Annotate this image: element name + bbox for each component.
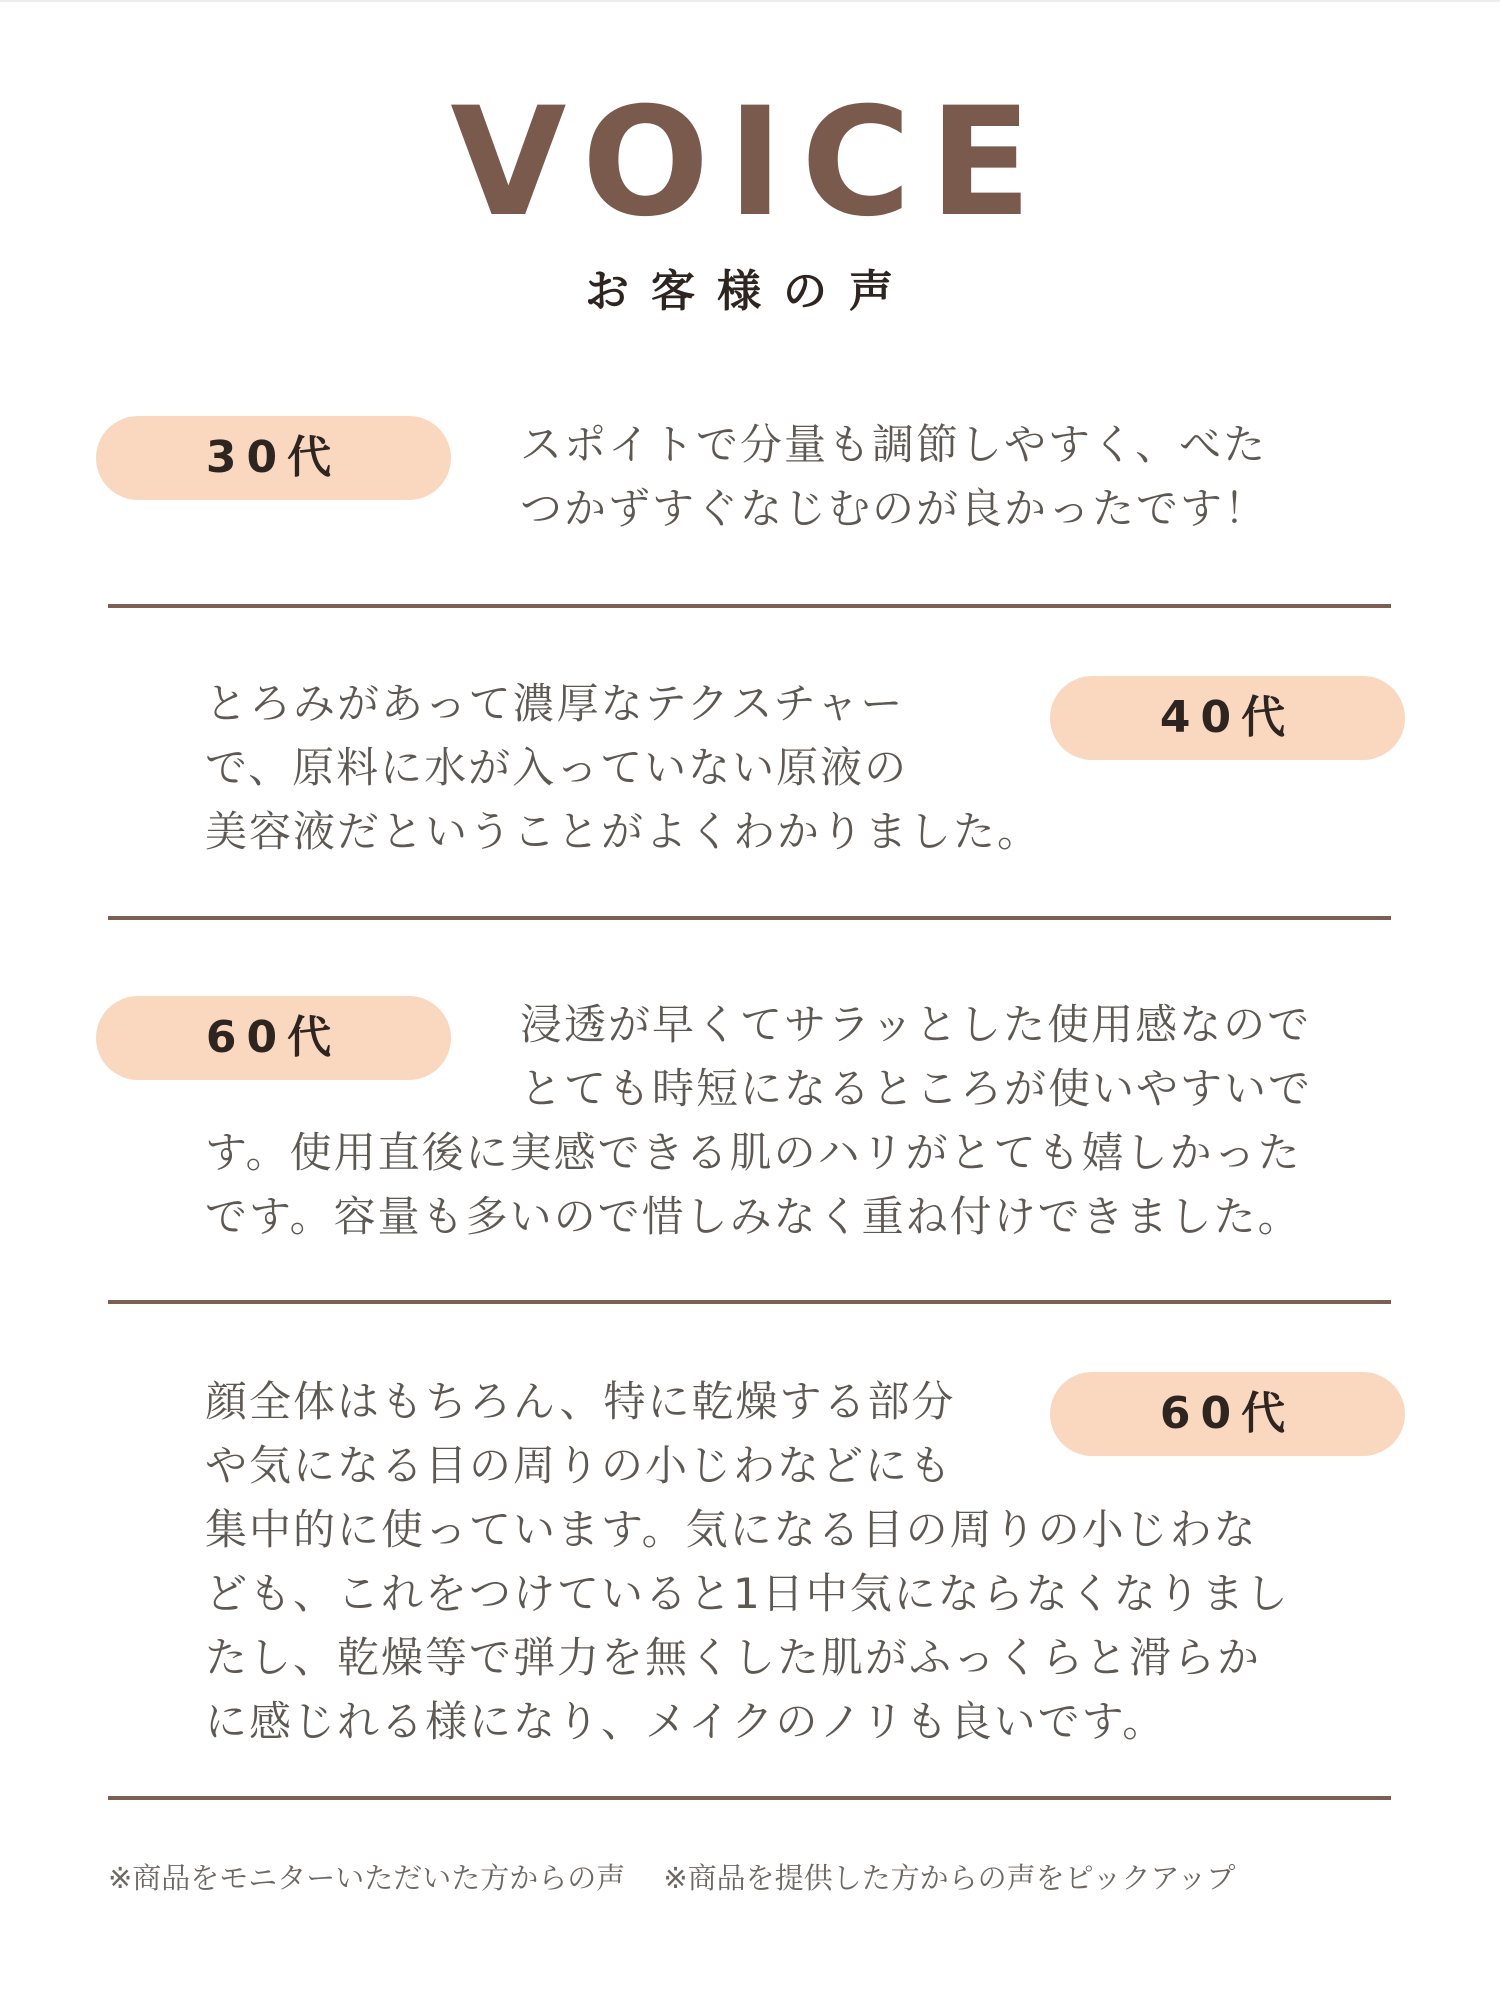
footnote-provided: ※商品を提供した方からの声をピックアップ <box>663 1861 1236 1895</box>
review-2-line-3: 美容液だということがよくわかりました。 <box>205 807 1042 856</box>
review-4-line-1: 顔全体はもちろん、特に乾燥する部分 <box>205 1377 956 1426</box>
review-4-line-2: や気になる目の周りの小じわなどにも <box>205 1441 954 1490</box>
age-badge-review-2: 40代 <box>1050 676 1405 760</box>
review-4-line-3: 集中的に使っています。気になる目の周りの小じわな <box>205 1505 1258 1554</box>
review-1-line-2: つかずすぐなじむのが良かったです！ <box>520 484 1269 533</box>
review-4-line-4: ども、これをつけていると1日中気にならなくなりまし <box>205 1569 1290 1618</box>
top-rule <box>0 0 1500 2</box>
review-3-line-4: です。容量も多いので惜しみなく重ね付けできました。 <box>205 1192 1302 1241</box>
footnotes <box>108 1853 1398 1903</box>
age-badge-review-3: 60代 <box>96 996 451 1080</box>
review-1-line-1: スポイトで分量も調節しやすく、べた <box>520 420 1268 469</box>
review-2-line-1: とろみがあって濃厚なテクスチャー <box>205 679 905 728</box>
review-2-line-2: で、原料に水が入っていない原液の <box>205 743 909 792</box>
page-subtitle: お客様の声 <box>585 266 915 317</box>
review-3-line-2: とても時短になるところが使いやすいで <box>520 1064 1313 1113</box>
divider-2 <box>108 916 1391 920</box>
divider-3 <box>108 1300 1391 1304</box>
age-badge-review-4: 60代 <box>1050 1372 1405 1456</box>
footnote-monitor: ※商品をモニターいただいた方からの声 <box>108 1861 626 1895</box>
age-badge-review-1: 30代 <box>96 416 451 500</box>
review-3-line-1: 浸透が早くてサラッとした使用感なので <box>520 1000 1312 1049</box>
divider-1 <box>108 604 1391 608</box>
review-4-line-5: たし、乾燥等で弾力を無くした肌がふっくらと滑らか <box>205 1633 1262 1682</box>
divider-4 <box>108 1796 1391 1800</box>
review-4-line-6: に感じれる様になり、メイクのノリも良いです。 <box>205 1697 1167 1746</box>
page-title: VOICE <box>450 76 1050 250</box>
review-3-line-3: す。使用直後に実感できる肌のハリがとても嬉しかった <box>205 1128 1302 1177</box>
